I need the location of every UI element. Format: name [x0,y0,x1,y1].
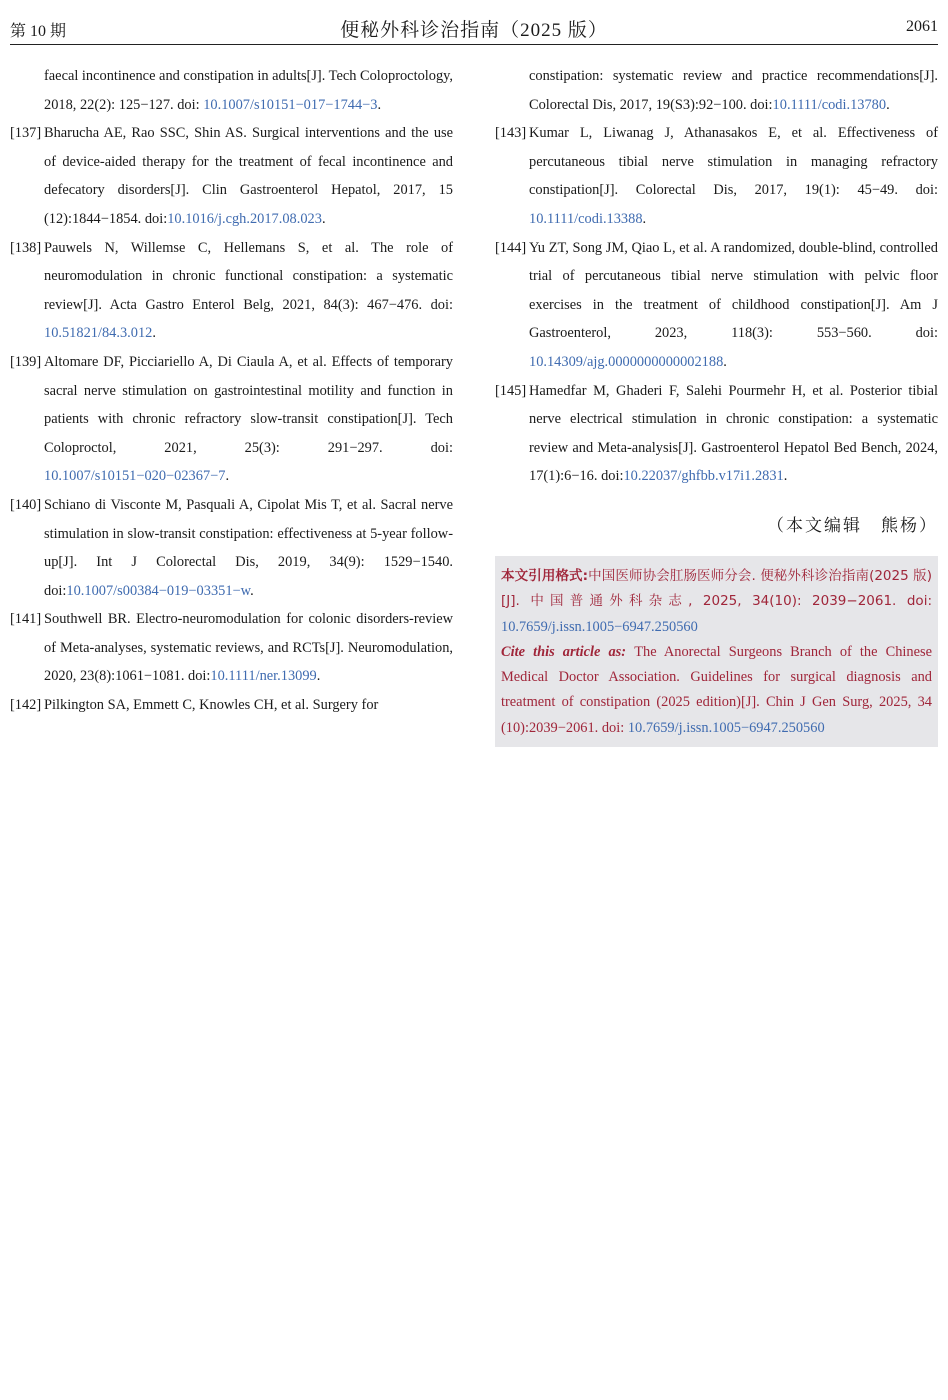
reference-text: Southwell BR. Electro-neuromodulation for colonic disorders-review of Meta-analyses, systematic reviews, and RCTs[J]. Neuromodulation, 2020, 23(8):1061−1081. doi: [44,611,453,685]
reference-number: [139] [10,353,42,370]
running-header [10,14,938,45]
reference-text: faecal incontinence and constipation in adults[J]. Tech Coloproctology, 2018, 22(2): 125−127. doi: [44,68,454,113]
reference-number: [143] [495,125,527,142]
reference-text: constipation: systematic review and practice recommendations[J]. Colorectal Dis, 2017, 19(S3):92−100. doi: [529,68,938,113]
reference-text: Pilkington SA, Emmett C, Knowles CH, et al. Surgery for [44,697,379,714]
issue-number: 第 10 期 [10,23,67,40]
reference-136-continued: faecal incontinence and constipation in adults[J]. Tech Coloproctology, 2018, 22(2): 125−127. doi: 10.1007/s10151−017−1744−3. [44,68,454,113]
reference-140: [140] Schiano di Visconte M, Pasquali A, Cipolat Mis T, et al. Sacral nerve stimulation in slow-transit constipation: effectiveness at 5-year follow-up[J]. Int J Colorectal Dis, 2019, 34(9): 1529−1540. doi:10.1007/s00384−019−03351−w. [10,491,453,605]
doi-link[interactable]: 10.1007/s10151−020−02367−7 [44,468,226,485]
citation-text-cn: 中国医师协会肛肠医师分会. 便秘外科诊治指南 [588,567,870,584]
reference-142-continued: constipation: systematic review and practice recommendations[J]. Colorectal Dis, 2017, 19(S3):92−100. doi:10.1111/codi.13780. [529,68,938,113]
reference-text: Schiano di Visconte M, Pasquali A, Cipolat Mis T, et al. Sacral nerve stimulation in slow-transit constipation: effectiveness at 5-year follow-up[J]. Int J Colorectal Dis, 2019, 34(9): 1529−1540. doi: [44,496,453,599]
references-left-column [10,62,453,720]
reference-142 [10,691,453,720]
doi-link[interactable]: 10.14309/ajg.0000000000002188 [529,353,724,370]
reference-number: [138] [10,239,42,256]
doi-link[interactable]: 10.1016/j.cgh.2017.08.023 [167,210,322,227]
reference-138: [138] Pauwels N, Willemse C, Hellemans S, et al. The role of neuromodulation in chronic functional constipation: a systematic review[J]. Acta Gastro Enterol Belg, 2021, 84(3): 467−476. doi: 10.51821/84.3.012. [10,234,453,348]
reference-144: [144] Yu ZT, Song JM, Qiao L, et al. A randomized, double-blind, controlled trial of percutaneous tibial nerve stimulation with pelvic floor exercises in the treatment of childhood constipation[J]. Am J Gastroenterol, 2023, 118(3): 553−560. doi: 10.14309/ajg.0000000000002188. [495,234,938,377]
reference-145: [145] Hamedfar M, Ghaderi F, Salehi Pourmehr H, et al. Posterior tibial nerve electrical stimulation in chronic constipation: a systematic review and Meta-analysis[J]. Gastroenterol Hepatol Bed Bench, 2024, 17(1):6−16. doi:10.22037/ghfbb.v17i1.2831. [495,377,938,491]
reference-137: [137] Bharucha AE, Rao SSC, Shin AS. Surgical interventions and the use of device-aided therapy for the treatment of fecal incontinence and defecatory disorders[J]. Clin Gastroenterol Hepatol, 2017, 15 (12):1844−1854. doi:10.1016/j.cgh.2017.08.023. [10,119,453,233]
reference-number: [140] [10,496,42,513]
doi-link[interactable]: 10.1111/codi.13780 [772,96,887,113]
page-number: 2061 [906,18,938,35]
reference-number: [137] [10,125,42,142]
citation-box [495,556,938,747]
doi-link[interactable]: 10.1111/ner.13099 [210,668,317,685]
editor-credit: （本文编辑 熊杨） [767,515,938,536]
reference-143: [143] Kumar L, Liwanag J, Athanasakos E, et al. Effectiveness of percutaneous tibial nerve stimulation in managing refractory constipation[J]. Colorectal Dis, 2017, 19(1): 45−49. doi: 10.1111/codi.13388. [495,119,938,233]
doi-link[interactable]: 10.22037/ghfbb.v17i1.2831 [623,468,784,485]
citation-label-cn: 本文引用格式: [501,567,589,584]
citation-english: Cite this article as: The Anorectal Surgeons Branch of the Chinese Medical Doctor Association. Guidelines for surgical diagnosis and treatment of constipation (2025 edition)[J]. Chin J Gen Surg, 2025, 34 (10):2039−2061. doi: 10.7659/j.issn.1005−6947.250560 [501,643,932,736]
reference-number: [144] [495,239,527,256]
reference-number: [145] [495,382,527,399]
citation-doi-cn[interactable]: 10.7659/j.issn.1005−6947.250560 [501,618,698,635]
doi-link[interactable]: 10.1007/s10151−017−1744−3 [203,96,378,113]
doi-link[interactable]: 10.51821/84.3.012 [44,325,153,342]
reference-number: [141] [10,611,42,628]
references-right-column [495,62,938,747]
reference-141: [141] Southwell BR. Electro-neuromodulation for colonic disorders-review of Meta-analyses, systematic reviews, and RCTs[J]. Neuromodulation, 2020, 23(8):1061−1081. doi:10.1111/ner.13099. [10,605,453,691]
reference-number: [142] [10,697,42,714]
citation-chinese [501,564,932,640]
doi-link[interactable]: 10.1111/codi.13388 [529,210,643,227]
citation-text-en: The Anorectal Surgeons Branch of the Chinese Medical Doctor Association. Guidelines for surgical diagnosis and treatment of constipation (2025 edition)[J]. Chin J Gen Surg, 2025, 34 (10):2039−2061. doi: [501,643,932,736]
citation-label-en: Cite this article as [501,643,622,660]
doi-link[interactable]: 10.1007/s00384−019−03351−w [66,582,251,599]
citation-text-cn-2: (2025 版)[J]. 中国普通外科杂志, 2025, 34(10): 2039−2061. doi: [501,567,932,610]
reference-text: Hamedfar M, Ghaderi F, Salehi Pourmehr H, et al. Posterior tibial nerve electrical stimulation in chronic constipation: a systematic review and Meta-analysis[J]. Gastroenterol Hepatol Bed Bench, 2024, 17(1):6−16. doi: [529,382,938,485]
reference-text: Pauwels N, Willemse C, Hellemans S, et al. The role of neuromodulation in chronic functional constipation: a systematic review[J]. Acta Gastro Enterol Belg, 2021, 84(3): 467−476. doi: [44,239,453,313]
reference-text: Altomare DF, Picciariello A, Di Ciaula A, et al. Effects of temporary sacral nerve stimulation on gastrointestinal motility and function in patients with chronic refractory slow-transit constipation[J]. Tech Coloproctol, 2021, 25(3): 291−297. doi: [44,353,453,456]
reference-text: Yu ZT, Song JM, Qiao L, et al. A randomized, double-blind, controlled trial of percutaneous tibial nerve stimulation with pelvic floor exercises in the treatment of childhood constipation[J]. Am J Gastroenterol, 2023, 118(3): 553−560. doi: [529,239,938,342]
running-title: 便秘外科诊治指南（2025 版） [340,20,608,41]
citation-doi-en[interactable]: 10.7659/j.issn.1005−6947.250560 [627,719,825,736]
reference-139: [139] Altomare DF, Picciariello A, Di Ciaula A, et al. Effects of temporary sacral nerve stimulation on gastrointestinal motility and function in patients with chronic refractory slow-transit constipation[J]. Tech Coloproctol, 2021, 25(3): 291−297. doi: 10.1007/s10151−020−02367−7. [10,348,453,491]
reference-text: Kumar L, Liwanag J, Athanasakos E, et al. Effectiveness of percutaneous tibial nerve stimulation in managing refractory constipation[J]. Colorectal Dis, 2017, 19(1): 45−49. doi: [529,125,938,199]
reference-text: Bharucha AE, Rao SSC, Shin AS. Surgical interventions and the use of device-aided therapy for the treatment of fecal incontinence and defecatory disorders[J]. Clin Gastroenterol Hepatol, 2017, 15 (12):1844−1854. doi: [44,125,453,227]
